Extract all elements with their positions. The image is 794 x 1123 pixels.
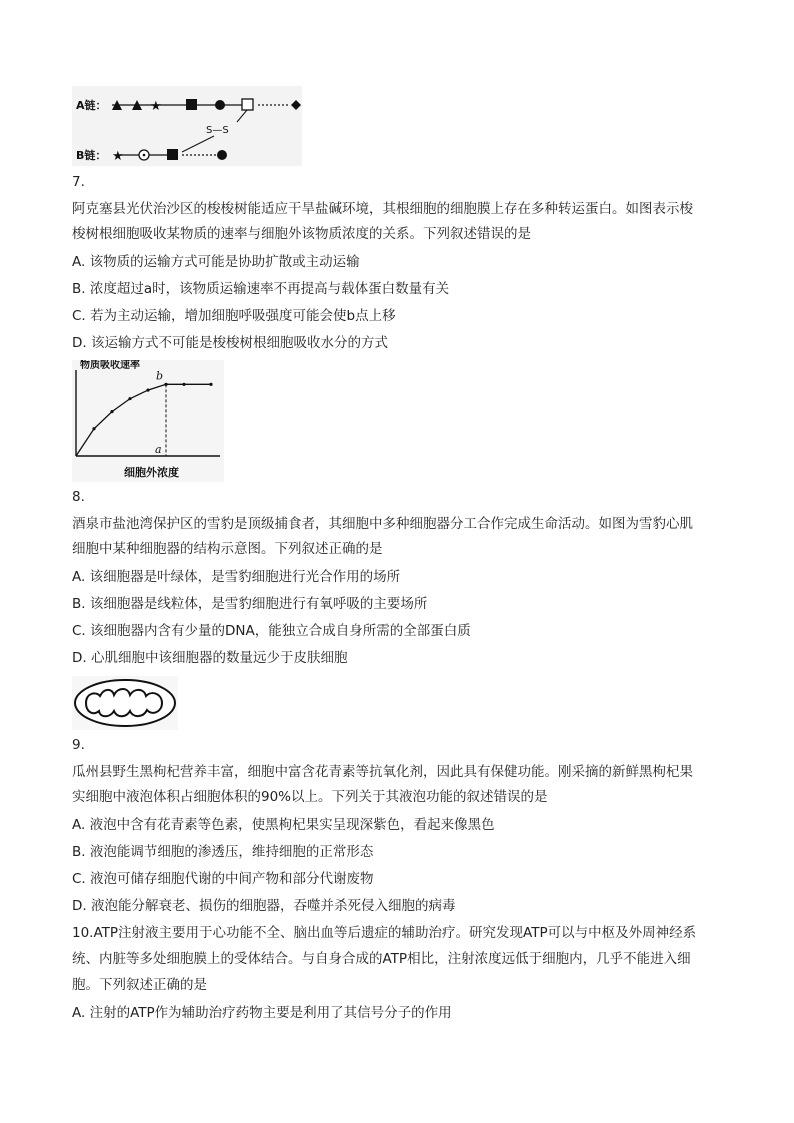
- diamond-mark: [291, 100, 301, 110]
- data-point: [110, 410, 113, 413]
- question-7-number: 7.: [72, 174, 85, 190]
- disulfide-label: S—S: [206, 125, 229, 136]
- star-mark: ★: [112, 149, 124, 164]
- question-10-stem-2: 统、内脏等多处细胞膜上的受体结合。与自身合成的ATP相比，注射浓度远低于细胞内，几乎不能进入细: [72, 951, 691, 967]
- question-8-option-c: C. 该细胞器内含有少量的DNA，能独立合成自身所需的全部蛋白质: [72, 623, 471, 639]
- question-8-stem-2: 细胞中某种细胞器的结构示意图。下列叙述正确的是: [72, 541, 383, 557]
- question-9-option-a: A. 液泡中含有花青素等色素，使黑枸杞果实呈现深紫色，看起来像黑色: [72, 817, 495, 833]
- chain-diagram: [72, 86, 302, 166]
- y-axis-label: 物质吸收速率: [80, 360, 140, 371]
- mitochondrion-figure: [72, 676, 178, 730]
- question-9-option-b: B. 液泡能调节细胞的渗透压，维持细胞的正常形态: [72, 844, 374, 860]
- mitochondrion-drawing: [72, 676, 178, 730]
- question-8-option-a: A. 该细胞器是叶绿体，是雪豹细胞进行光合作用的场所: [72, 569, 401, 585]
- data-point: [146, 388, 149, 391]
- question-10-stem-3: 胞。下列叙述正确的是: [72, 977, 207, 993]
- uptake-chart: [72, 360, 224, 482]
- question-7-option-a: A. 该物质的运输方式可能是协助扩散或主动运输: [72, 254, 360, 270]
- square-mark: [167, 149, 178, 160]
- data-point: [209, 383, 212, 386]
- question-7-option-b: B. 浓度超过a时，该物质运输速率不再提高与载体蛋白数量有关: [72, 281, 450, 297]
- question-9-option-d: D. 液泡能分解衰老、损伤的细胞器，吞噬并杀死侵入细胞的病毒: [72, 898, 456, 914]
- data-point: [182, 383, 185, 386]
- b-chain-label: B链：: [76, 149, 107, 162]
- circle-mark: [215, 100, 225, 110]
- data-point: [92, 427, 95, 430]
- point-label-a: a: [155, 443, 162, 456]
- square-mark: [186, 99, 197, 110]
- question-9-stem-1: 瓜州县野生黑枸杞营养丰富，细胞中富含花青素等抗氧化剂，因此具有保健功能。刚采摘的新鲜黑枸杞果: [72, 764, 693, 780]
- question-10-stem-1: 10.ATP注射液主要用于心功能不全、脑出血等后遗症的辅助治疗。研究发现ATP可以与中枢及外周神经系: [72, 925, 697, 941]
- chain-figure: [72, 86, 302, 166]
- a-chain-label: A链：: [76, 99, 107, 112]
- question-9-number: 9.: [72, 737, 85, 753]
- question-7-stem-1: 阿克塞县光伏治沙区的梭梭树能适应干旱盐碱环境，其根细胞的细胞膜上存在多种转运蛋白。如图表示梭: [72, 201, 693, 217]
- question-8-stem-1: 酒泉市盐池湾保护区的雪豹是顶级捕食者，其细胞中多种细胞器分工合作完成生命活动。如图为雪豹心肌: [72, 516, 693, 532]
- uptake-chart-svg: [72, 360, 224, 482]
- star-mark: ★: [150, 99, 162, 114]
- data-point: [128, 397, 131, 400]
- question-8-option-b: B. 该细胞器是线粒体，是雪豹细胞进行有氧呼吸的主要场所: [72, 596, 428, 612]
- question-9-option-c: C. 液泡可储存细胞代谢的中间产物和部分代谢废物: [72, 871, 374, 887]
- hollow-square-mark: [242, 99, 253, 110]
- question-7-option-c: C. 若为主动运输，增加细胞呼吸强度可能会使b点上移: [72, 308, 396, 324]
- circle-mark: [217, 150, 227, 160]
- question-7-stem-2: 梭树根细胞吸收某物质的速率与细胞外该物质浓度的关系。下列叙述错误的是: [72, 226, 531, 242]
- question-8-number: 8.: [72, 489, 85, 505]
- x-axis-label: 细胞外浓度: [124, 466, 179, 479]
- question-8-option-d: D. 心肌细胞中该细胞器的数量远少于皮肤细胞: [72, 650, 348, 666]
- question-10-option-a: A. 注射的ATP作为辅助治疗药物主要是利用了其信号分子的作用: [72, 1005, 452, 1021]
- question-9-stem-2: 实细胞中液泡体积占细胞体积的90%以上。下列关于其液泡功能的叙述错误的是: [72, 789, 548, 805]
- question-7-option-d: D. 该运输方式不可能是梭梭树根细胞吸收水分的方式: [72, 335, 388, 351]
- point-label-b: b: [156, 369, 164, 383]
- series-line: [76, 384, 211, 456]
